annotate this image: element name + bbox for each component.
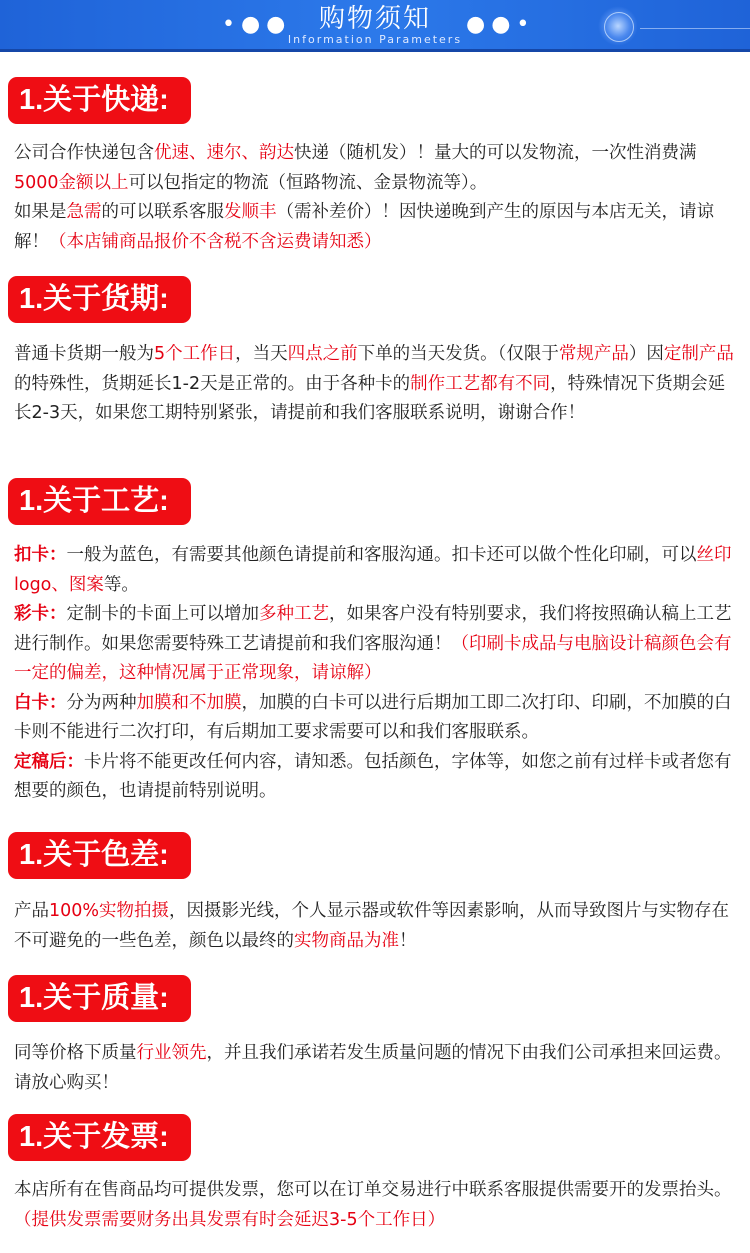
highlight-text: 发顺丰: [224, 202, 277, 222]
section-body: [14, 340, 738, 429]
highlight-text: 彩卡：: [14, 604, 67, 624]
highlight-text: 优速、速尔、韵达: [154, 143, 294, 163]
paragraph: [14, 541, 738, 600]
text-run: ！: [399, 930, 417, 951]
text-run: 下单的当天发货。（仅限于: [357, 344, 559, 364]
dots-left-icon: •●●: [222, 12, 292, 37]
highlight-text: 定稿后：: [14, 751, 84, 772]
highlight-text: 急需: [66, 202, 102, 222]
text-run: 可以包指定的物流（恒路物流、金景物流等）。: [128, 172, 488, 193]
section-heading: 1.关于发票:: [8, 1114, 191, 1161]
text-run: ，并且我们承诺若发生质量问题的情况下由我们公司承担来回运费。请放心购买！: [14, 1043, 732, 1093]
text-run: ，加膜的白卡可以进行后期加工即二次打印、印刷，不加膜的白卡则不能进行二次打印，有后期加工要求需要可以和我们客服联系。: [14, 692, 732, 742]
highlight-text: 常规产品: [558, 344, 629, 364]
highlight-text: （印刷卡成品与电脑设计稿颜色会有一定的偏差，这种情况属于正常现象，请谅解）: [14, 633, 732, 683]
paragraph: [14, 1039, 738, 1098]
text-run: （需补差价）！因快递晚到产生的原因与本店无关，请谅解！: [14, 202, 714, 252]
text-run: 一般为蓝色，有需要其他颜色请提前和客服沟通。扣卡还可以做个性化印刷，可以: [66, 545, 697, 565]
text-run: 同等价格下质量: [14, 1043, 137, 1063]
highlight-text: 多种工艺: [259, 604, 329, 624]
text-run: 等。: [103, 574, 139, 595]
highlight-text: 加膜和不加膜: [136, 692, 242, 713]
text-run: 公司合作快递包含: [14, 143, 154, 163]
highlight-text: （提供发票需要财务出具发票有时会延迟3-5个工作日）: [14, 1209, 446, 1230]
banner-subtitle: Information Parameters: [287, 33, 463, 46]
text-run: ，当天: [235, 344, 288, 364]
paragraph: [14, 198, 738, 257]
highlight-text: 100%实物拍摄: [49, 901, 170, 921]
text-run: 分为两种: [66, 692, 137, 713]
paragraph: [14, 1176, 738, 1235]
paragraph: [14, 340, 738, 429]
text-run: ，因摄影光线，个人显示器或软件等因素影响，从而导致图片与实物存在不可避免的一些色差，颜色以最终的: [14, 901, 730, 951]
highlight-text: 扣卡：: [14, 545, 67, 565]
paragraph: [14, 689, 738, 748]
section-heading: 1.关于工艺:: [8, 478, 191, 525]
highlight-text: 制作工艺都有不同: [410, 373, 551, 394]
text-run: ，特殊情况下货期会延长2-3天，如果您工期特别紧张，请提前和我们客服联系说明，谢谢合作！: [14, 373, 726, 423]
highlight-text: 5000金额以上: [14, 172, 129, 193]
highlight-text: （本店铺商品报价不含税不含运费请知悉）: [49, 231, 382, 252]
highlight-text: 定制产品: [663, 344, 734, 364]
highlight-text: 白卡：: [14, 692, 67, 713]
highlight-text: 实物商品为准: [294, 930, 399, 951]
section-body: [14, 541, 738, 807]
text-run: 如果是: [14, 202, 67, 222]
text-run: 的可以联系客服: [101, 202, 224, 222]
section-body: [14, 897, 738, 956]
section-body: [14, 139, 738, 257]
section-heading: 1.关于快递:: [8, 77, 191, 124]
text-run: 快递（随机发）！量大的可以发物流，一次性消费满: [294, 143, 697, 163]
highlight-text: 丝印logo、图案: [14, 545, 732, 595]
text-run: 产品: [14, 901, 49, 921]
text-run: 本店所有在售商品均可提供发票，您可以在订单交易进行中联系客服提供需要开的发票抬头。: [14, 1180, 732, 1200]
section-body: [14, 1039, 738, 1098]
paragraph: [14, 897, 738, 956]
text-run: ，如果客户没有特别要求，我们将按照确认稿上工艺进行制作。如果您需要特殊工艺请提前和我们客服沟通！: [14, 604, 732, 654]
banner-title: 购物须知: [318, 4, 431, 34]
section-body: [14, 1176, 738, 1235]
section-heading: 1.关于质量:: [8, 975, 191, 1022]
text-run: 卡片将不能更改任何内容，请知悉。包括颜色，字体等，如您之前有过样卡或者您有想要的颜色，也请提前特别说明。: [14, 751, 732, 801]
text-run: 定制卡的卡面上可以增加: [66, 604, 259, 624]
paragraph: [14, 600, 738, 689]
highlight-text: 5个工作日: [154, 344, 236, 364]
text-run: ）因: [628, 344, 664, 364]
section-heading: 1.关于色差:: [8, 832, 191, 879]
text-run: 普通卡货期一般为: [14, 344, 154, 364]
highlight-text: 四点之前: [287, 344, 358, 364]
paragraph: [14, 748, 738, 807]
banner: [0, 0, 750, 52]
highlight-text: 行业领先: [136, 1043, 207, 1063]
text-run: 的特殊性，货期延长1-2天是正常的。由于各种卡的: [14, 373, 411, 394]
section-heading: 1.关于货期:: [8, 276, 191, 323]
dots-right-icon: ●●•: [466, 12, 536, 37]
paragraph: [14, 139, 738, 198]
